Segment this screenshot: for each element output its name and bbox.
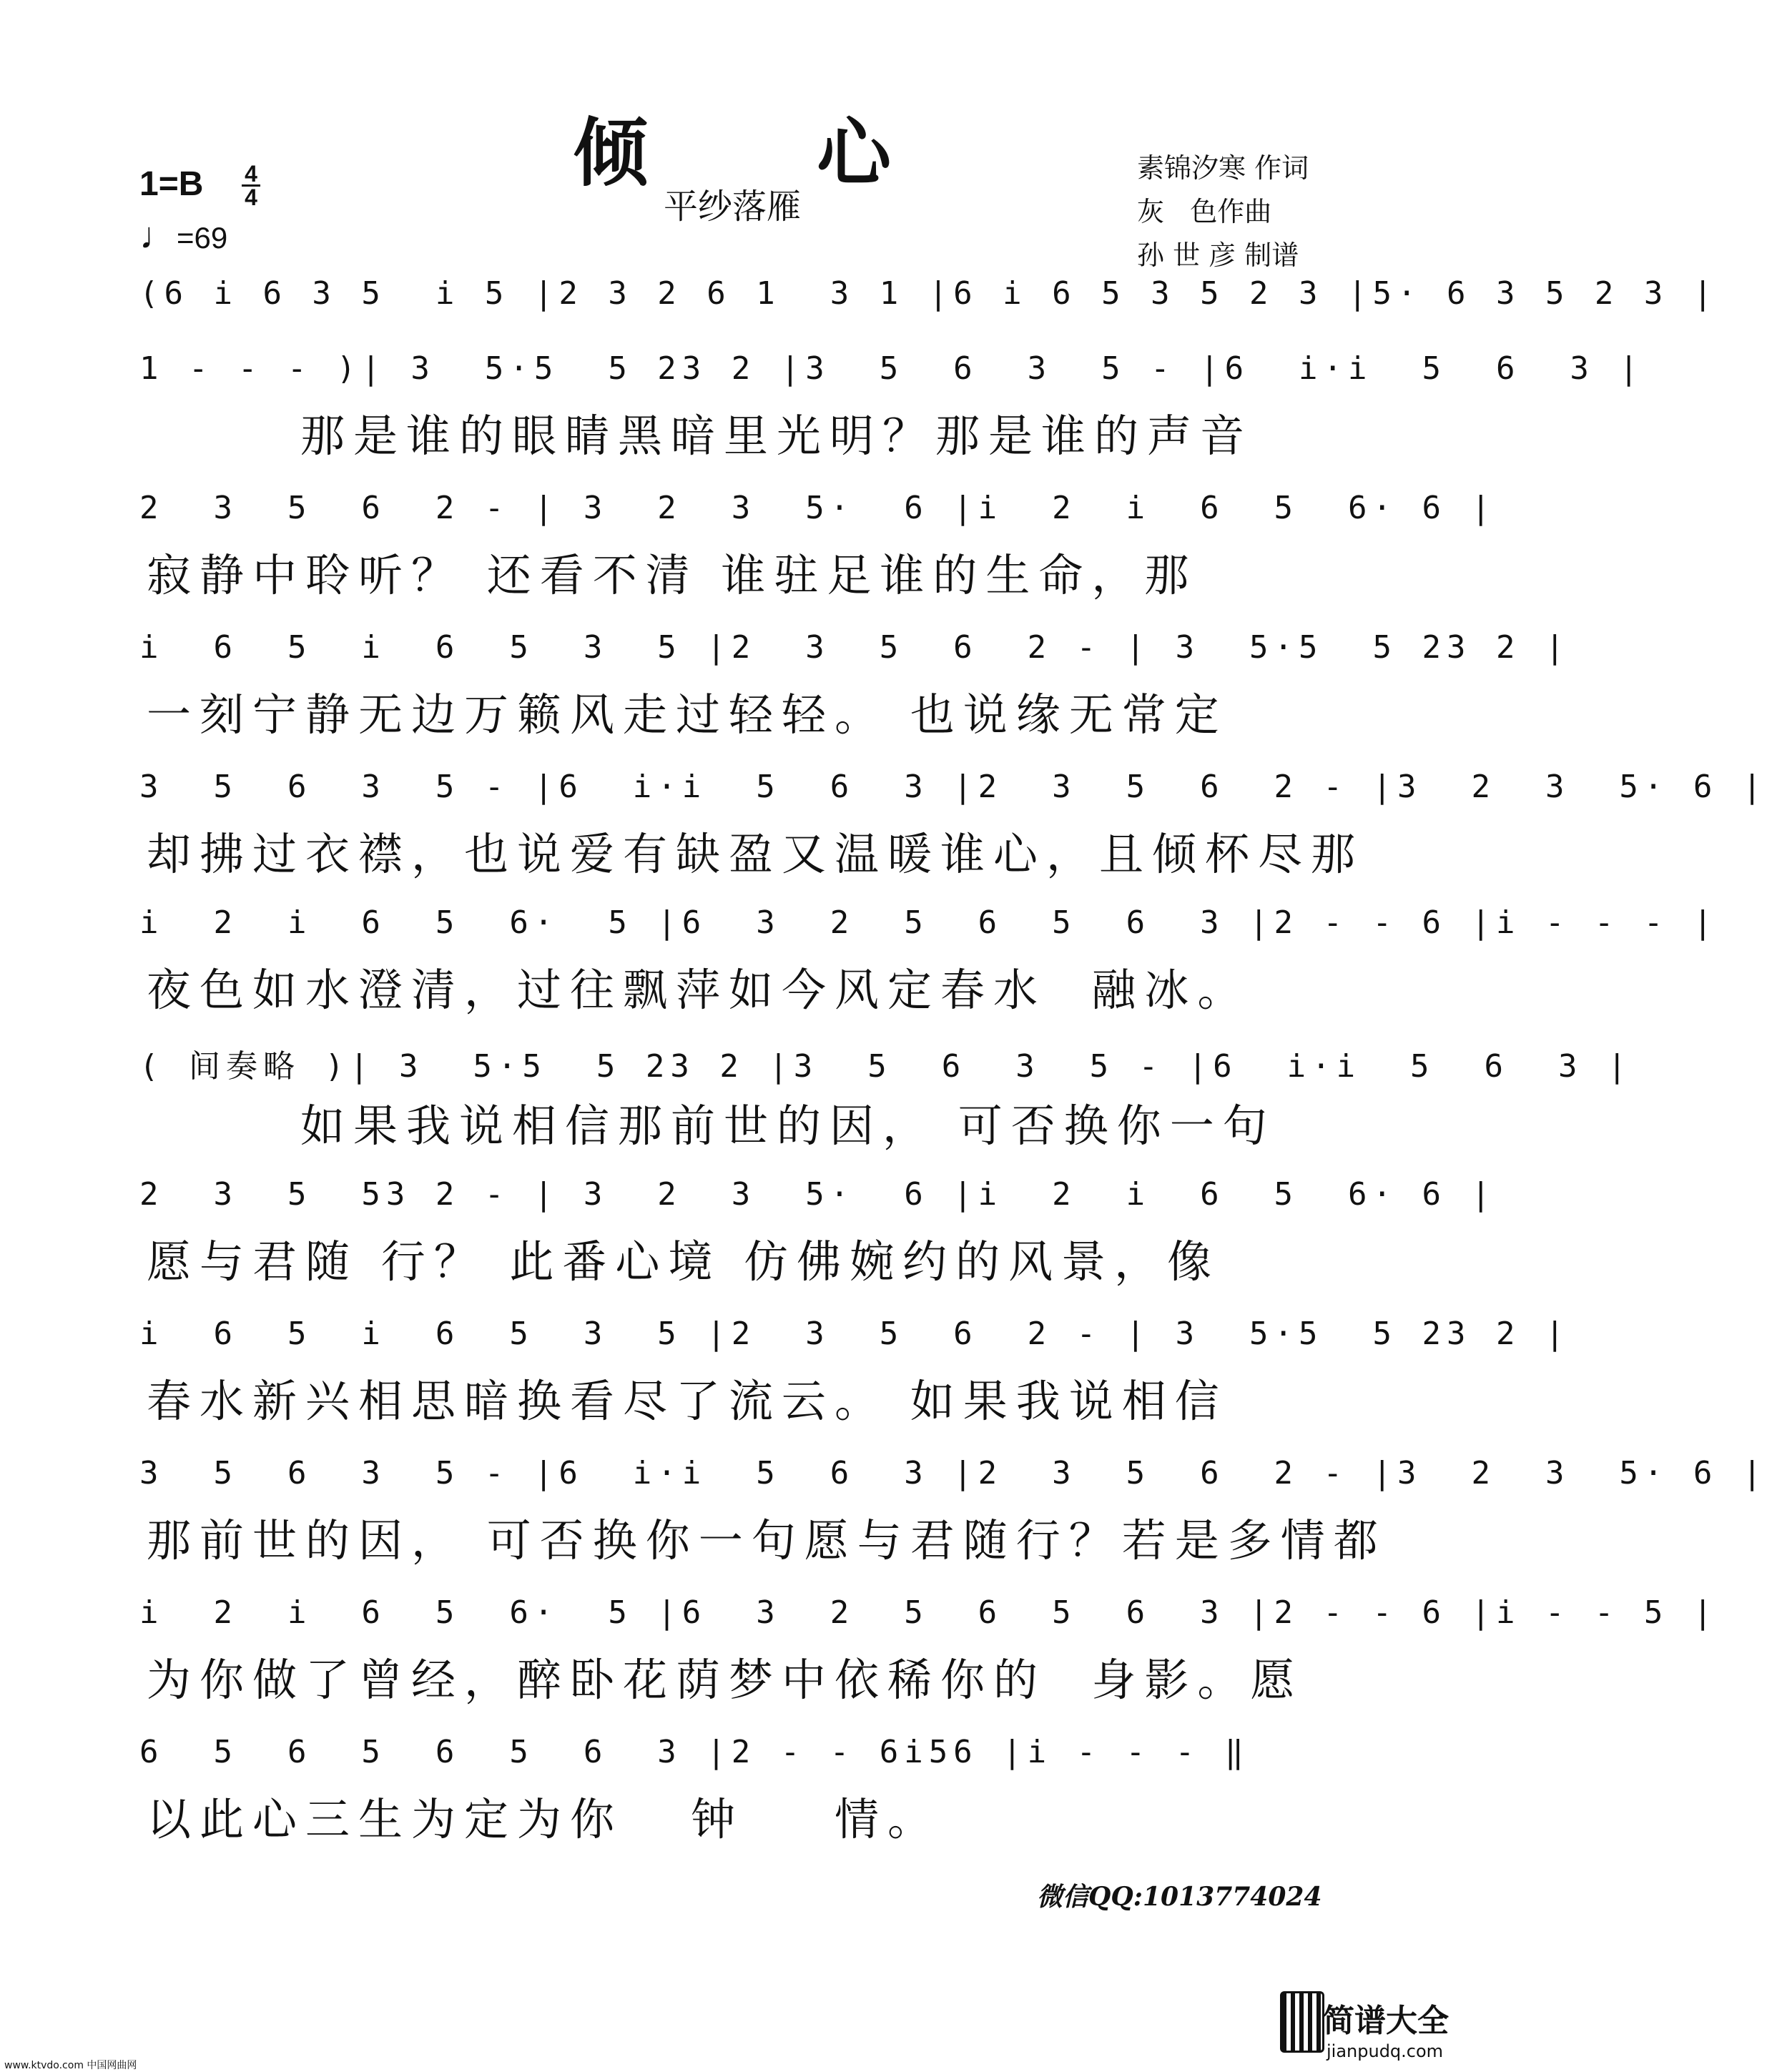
site-logo: 简谱大全 <box>1323 2003 1449 2039</box>
notation-line-11: i 2 i 6 5 6· 5 |6 3 2 5 6 5 6 3 |2 - - 6 |i - - 5 | <box>139 1594 1718 1631</box>
notation-line-2: 1 - - - )| 3 5·5 5 23 2 |3 5 6 3 5 - |6 i·i 5 6 3 | <box>139 350 1644 387</box>
key-signature: 1=B <box>139 165 204 203</box>
notation-line-6: i 2 i 6 5 6· 5 |6 3 2 5 6 5 6 3 |2 - - 6 |i - - - | <box>139 904 1718 941</box>
footer-watermark: www.ktvdo.com 中国网曲网 <box>4 2060 137 2071</box>
tempo-marking <box>139 214 227 257</box>
time-signature <box>242 163 260 208</box>
credit-lyricist: 素锦汐寒 作词 <box>1137 152 1309 184</box>
notation-line-5: 3 5 6 3 5 - |6 i·i 5 6 3 |2 3 5 6 2 - |3 2 3 5· 6 | <box>139 769 1767 805</box>
lyrics-line-5: 却拂过衣襟，也说爱有缺盈又温暖谁心，且倾杯尽那 <box>147 828 1364 880</box>
time-signature-top: 4 <box>245 161 257 187</box>
notation-line-4: i 6 5 i 6 5 3 5 |2 3 5 6 2 - | 3 5·5 5 23 2 | <box>139 629 1570 666</box>
lyrics-line-2: 那是谁的眼睛黑暗里光明？那是谁的声音 <box>300 410 1254 462</box>
time-signature-bottom: 4 <box>245 184 257 210</box>
lyrics-line-10: 那前世的因， 可否换你一句愿与君随行？若是多情都 <box>147 1514 1387 1567</box>
wechat-contact: 微信QQ:1013774024 <box>1037 1882 1322 1912</box>
lyrics-line-3: 寂静中聆听？ 还看不清 谁驻足谁的生命，那 <box>147 549 1198 601</box>
notation-line-1: (6 i 6 3 5 i 5 |2 3 2 6 1 3 1 |6 i 6 5 3 5 2 3 |5· 6 3 5 2 3 | <box>139 275 1718 312</box>
notation-line-9: i 6 5 i 6 5 3 5 |2 3 5 6 2 - | 3 5·5 5 23 2 | <box>139 1316 1570 1352</box>
page-title: 倾 心 <box>573 109 963 197</box>
lyrics-line-11: 为你做了曾经，醉卧花荫梦中依稀你的 身影。愿 <box>147 1654 1304 1706</box>
lyrics-line-6: 夜色如水澄清，过往飘萍如今风定春水 融冰。 <box>147 964 1251 1016</box>
notation-line-7: ( 间奏略 )| 3 5·5 5 23 2 |3 5 6 3 5 - |6 i·i 5 6 3 | <box>139 1048 1633 1085</box>
notation-line-3: 2 3 5 6 2 - | 3 2 3 5· 6 |i 2 i 6 5 6· 6 | <box>139 490 1496 526</box>
lyrics-line-8: 愿与君随 行？ 此番心境 仿佛婉约的风景，像 <box>147 1235 1221 1288</box>
credit-composer: 灰 色作曲 <box>1137 196 1272 227</box>
tempo-value: =69 <box>177 221 228 255</box>
lyrics-line-9: 春水新兴相思暗换看尽了流云。 如果我说相信 <box>147 1375 1228 1427</box>
notation-line-8: 2 3 5 53 2 - | 3 2 3 5· 6 |i 2 i 6 5 6· 6 | <box>139 1176 1496 1213</box>
site-url: jianpudq.com <box>1327 2041 1444 2061</box>
quarter-note-icon: ♩ <box>139 215 177 257</box>
notation-line-10: 3 5 6 3 5 - |6 i·i 5 6 3 |2 3 5 6 2 - |3 2 3 5· 6 | <box>139 1455 1767 1491</box>
lyrics-line-12: 以此心三生为定为你 钟 情。 <box>147 1793 940 1845</box>
lyrics-line-4: 一刻宁静无边万籁风走过轻轻。 也说缘无常定 <box>147 689 1228 741</box>
notation-line-12: 6 5 6 5 6 5 6 3 |2 - - 6i56 |i - - - ‖ <box>139 1734 1250 1770</box>
credit-transcriber: 孙 世 彦 制谱 <box>1137 240 1299 271</box>
lyrics-line-7: 如果我说相信那前世的因， 可否换你一句 <box>300 1100 1276 1152</box>
credits <box>1137 147 1309 277</box>
piano-keys-icon <box>1280 1991 1324 2053</box>
subtitle: 平纱落雁 <box>663 187 801 227</box>
